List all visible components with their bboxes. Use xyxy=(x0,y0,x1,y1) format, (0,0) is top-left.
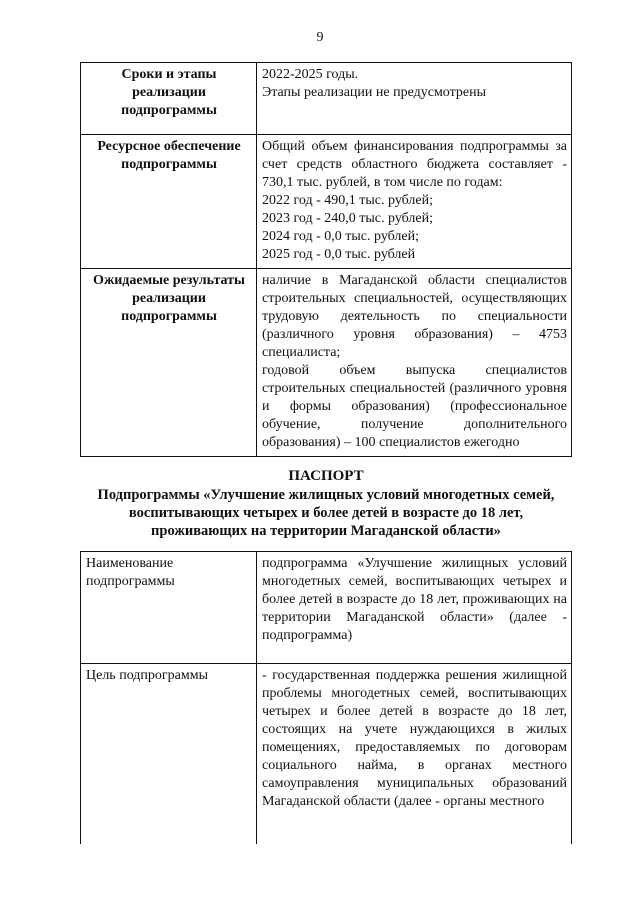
passport-subtitle: Подпрограммы «Улучшение жилищных условий многодетных семей, воспитывающих четырех и более детей в возрасте до 18 лет, проживающих на территории Магаданской области» xyxy=(97,487,555,539)
row-value-goal: - государственная поддержка решения жилищной проблемы многодетных семей, воспитывающих четырех и более детей в возрасте до 18 лет, состоящих на учете нуждающихся в жилых помещениях, предоставляемых по договорам социального найма, в органах местного самоуправления муниципальных образований Магаданской области (далее - органы местного xyxy=(257,664,572,844)
row-value-name: подпрограмма «Улучшение жилищных условий многодетных семей, воспитывающих четырех и более детей в возрасте до 18 лет, проживающих на территории Магаданской области» (далее - подпрограмма) xyxy=(257,552,572,664)
table-row xyxy=(81,63,572,135)
row-label-terms: Сроки и этапы реализации подпрограммы xyxy=(81,63,257,135)
row-value-terms: 2022-2025 годы. Этапы реализации не предусмотрены xyxy=(257,63,572,135)
table-row xyxy=(81,552,572,664)
row-value-funding: Общий объем финансирования подпрограммы за счет средств областного бюджета составляет - 730,1 тыс. рублей, в том числе по годам: 2022 год - 490,1 тыс. рублей; 2023 год - 240,0 тыс. рублей; 2024 год - 0,0 тыс. рублей; 2025 год - 0,0 тыс. рублей xyxy=(257,135,572,269)
row-label-name: Наименование подпрограммы xyxy=(81,552,257,664)
subprogram-summary-table xyxy=(80,62,572,457)
row-label-funding: Ресурсное обеспечение подпрограммы xyxy=(81,135,257,269)
table-row xyxy=(81,135,572,269)
table-row xyxy=(81,664,572,844)
passport-title: ПАСПОРТ xyxy=(288,468,364,484)
row-label-results: Ожидаемые результаты реализации подпрограммы xyxy=(81,269,257,457)
passport-heading-block xyxy=(80,467,572,540)
page-number: 9 xyxy=(316,30,324,45)
table-row xyxy=(81,269,572,457)
row-value-results: наличие в Магаданской области специалистов строительных специальностей, осуществляющих трудовую деятельность по специальности (различного уровня образования) – 4753 специалиста; годовой объем выпуска специалистов строительных специальностей (различного уровня и формы образования) (профессиональное обучение, получение дополнительного образования) – 100 специалистов ежегодно xyxy=(257,269,572,457)
row-label-goal: Цель подпрограммы xyxy=(81,664,257,844)
passport-table xyxy=(80,551,572,844)
